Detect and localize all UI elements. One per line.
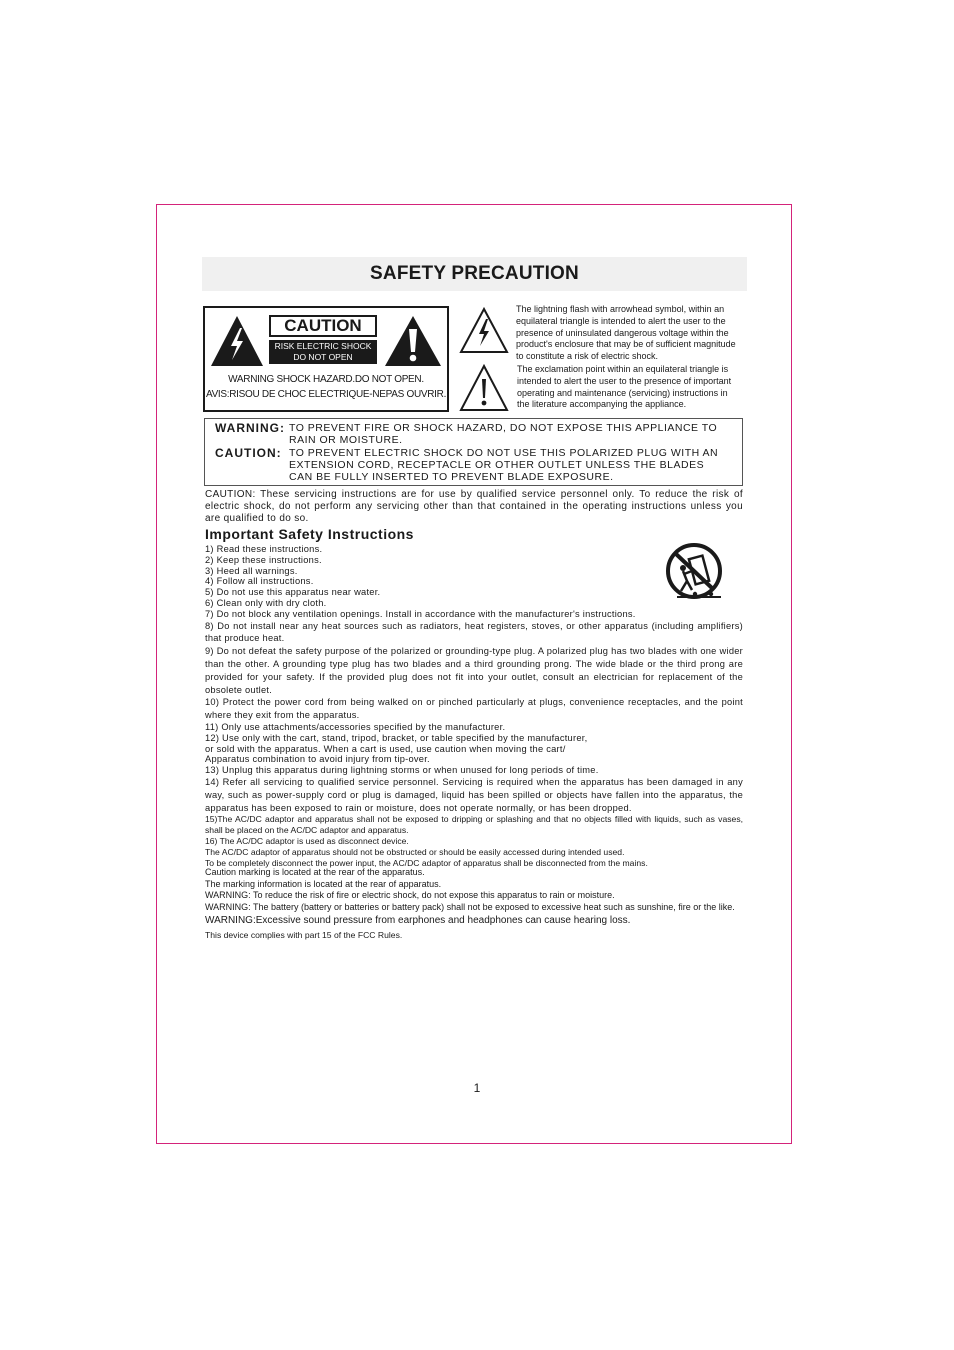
shock-hazard-warning-french: AVIS:RISOU DE CHOC ELECTRIQUE-NEPAS OUVRIR. [205, 389, 447, 400]
list-item: 11) Only use attachments/accessories specified by the manufacturer. [205, 721, 506, 732]
instructions-heading: Important Safety Instructions [205, 526, 414, 542]
exclamation-triangle-icon [459, 364, 509, 412]
description-line: presence of uninsulated dangerous voltage within the [516, 327, 729, 338]
instructions-list [205, 544, 743, 868]
fcc-note: This device complies with part 15 of the FCC Rules. [205, 929, 403, 940]
caution-title: CAUTION [269, 315, 377, 337]
list-item: 15)The AC/DC adaptor and apparatus shall not be exposed to dripping or splashing and that no objects filled with liquids, such as vases, shall be placed on the AC/DC adaptor and apparatus. [205, 814, 743, 836]
warning-heading: WARNING: [215, 421, 285, 435]
description-line: The lightning flash with arrowhead symbol, within an [516, 304, 725, 314]
list-item: or sold with the apparatus. When a cart is used, use caution when moving the cart/ [205, 743, 566, 754]
servicing-caution-paragraph: CAUTION: These servicing instructions are for use by qualified service personnel only. To reduce the risk of electric shock, do not perform any servicing other than that contained in the operating instructions unless you are qualified to do so. [205, 489, 743, 524]
shock-hazard-warning: WARNING SHOCK HAZARD.DO NOT OPEN. [228, 374, 424, 385]
notes-section [205, 867, 743, 941]
note-line: WARNING: The battery (battery or batteries or battery pack) shall not be exposed to excessive heat such as sunshine, fire or the like. [205, 901, 735, 912]
exclamation-warning-icon [383, 314, 443, 368]
list-item: The AC/DC adaptor of apparatus should not be obstructed or should be easily accessed during intended used. [205, 846, 625, 857]
list-item: 1) Read these instructions. [205, 544, 323, 554]
caution-sub-line: DO NOT OPEN [293, 351, 353, 362]
description-line: to constitute a risk of electric shock. [516, 351, 659, 362]
description-line: equilateral triangle is intended to alert the user to the [516, 315, 726, 326]
list-item: Apparatus combination to avoid injury from tip-over. [205, 754, 430, 765]
caution-heading: CAUTION: [215, 446, 282, 460]
note-line: Caution marking is located at the rear of the apparatus. [205, 867, 425, 877]
list-item: 6) Clean only with dry cloth. [205, 597, 327, 608]
list-item: 2) Keep these instructions. [205, 554, 322, 565]
warning-caution-box [204, 418, 743, 486]
list-item: 12) Use only with the cart, stand, tripod, bracket, or table specified by the manufacturer, [205, 732, 588, 743]
page-title: SAFETY PRECAUTION [202, 257, 747, 291]
list-item: To be completely disconnect the power input, the AC/DC adaptor of apparatus shall be disconnected from the mains. [205, 857, 648, 868]
list-item: 3) Heed all warnings. [205, 565, 298, 576]
sound-warning: WARNING:Excessive sound pressure from earphones and headphones can cause hearing loss. [205, 915, 631, 926]
warning-line: TO PREVENT FIRE OR SHOCK HAZARD, DO NOT EXPOSE THIS APPLIANCE TO [289, 422, 718, 434]
description-line: The exclamation point within an equilateral triangle is [517, 364, 729, 374]
description-line: the literature accompanying the appliance. [517, 399, 687, 410]
list-item: 5) Do not use this apparatus near water. [205, 587, 381, 598]
caution-line: TO PREVENT ELECTRIC SHOCK DO NOT USE THIS POLARIZED PLUG WITH AN [289, 447, 719, 459]
note-line: The marking information is located at the rear of apparatus. [205, 878, 442, 889]
exclamation-symbol-description [517, 364, 731, 411]
list-item: 7) Do not block any ventilation openings. Install in accordance with the manufacturer's instructions. [205, 608, 636, 619]
list-item: 9) Do not defeat the safety purpose of the polarized or grounding-type plug. A polarized plug has two blades with one wider than the other. A grounding type plug has two blades and a third grounding prong. The wide blade or the third prong are provided for your safety. If the provided plug does not fit into your outlet, consult an electrician for replacement of the obsolete outlet. [205, 646, 743, 695]
list-item: 10) Protect the power cord from being walked on or pinched particularly at plugs, convenience receptacles, and the point where they exit from the apparatus. [205, 697, 743, 721]
warning-line: RAIN OR MOISTURE. [289, 434, 403, 446]
description-line: operating and maintenance (servicing) instructions in [517, 387, 728, 398]
list-item: 13) Unplug this apparatus during lightning storms or when unused for long periods of time. [205, 765, 599, 776]
description-line: product's enclosure that may be of sufficient magnitude [516, 339, 736, 350]
caution-line: CAN BE FULLY INSERTED TO PREVENT BLADE EXPOSURE. [289, 471, 614, 483]
lightning-triangle-icon [459, 307, 509, 354]
lightning-symbol-description [516, 304, 736, 363]
list-item: 14) Refer all servicing to qualified service personnel. Servicing is required when the apparatus has been damaged in any way, such as power-supply cord or plug is damaged, liquid has been spilled or objects have fallen into the apparatus, the apparatus has been exposed to rain or moisture, does not operate normally, or has been dropped. [205, 776, 743, 813]
note-line: WARNING: To reduce the risk of fire or electric shock, do not expose this apparatus to rain or moisture. [205, 890, 615, 900]
list-item: 4) Follow all instructions. [205, 576, 314, 587]
description-line: intended to alert the user to the presence of important [517, 375, 732, 386]
page-number: 1 [473, 1081, 481, 1095]
list-item: 8) Do not install near any heat sources such as radiators, heat registers, stoves, or other apparatus (including amplifiers) that produce heat. [205, 620, 743, 644]
list-item: 16) The AC/DC adaptor is used as disconnect device. [205, 835, 409, 846]
lightning-warning-icon [209, 314, 265, 368]
caution-subtitle [269, 340, 377, 364]
caution-sub-line: RISK ELECTRIC SHOCK [274, 341, 372, 351]
caution-line: EXTENSION CORD, RECEPTACLE OR OTHER OUTLET UNLESS THE BLADES [289, 459, 705, 471]
caution-label-box [203, 306, 449, 412]
